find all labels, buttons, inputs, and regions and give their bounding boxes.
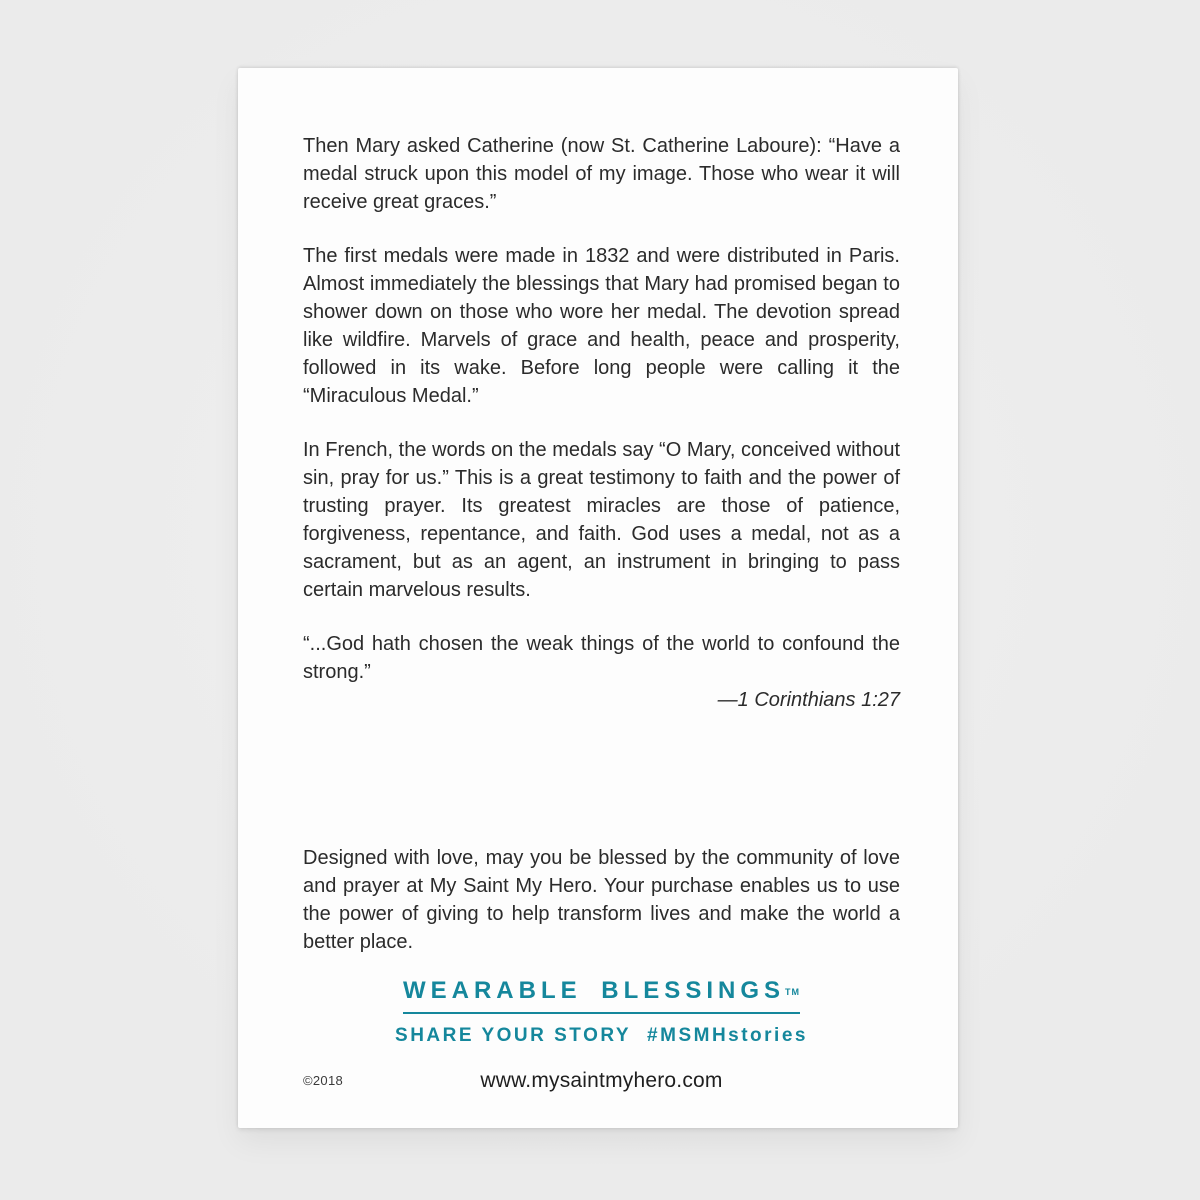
brand-wordmark-underline <box>403 978 800 1014</box>
brand-tagline <box>303 1025 900 1047</box>
paragraph-mary-request: Then Mary asked Catherine (now St. Catherine Laboure): “Have a medal struck upon this model of my image. Those who wear it will receive great graces.” <box>303 135 900 213</box>
brand-wordmark: WEARABLE BLESSINGS <box>402 977 785 1004</box>
trademark-symbol: TM <box>785 987 800 997</box>
brand-block <box>303 978 900 1047</box>
card-footer <box>303 1068 900 1094</box>
website-url: www.mysaintmyhero.com <box>480 1069 723 1092</box>
paragraph-in-french: In French, the words on the medals say “O Mary, conceived without sin, pray for us.” This is a great testimony to faith and the power of trusting prayer. Its greatest miracles are those of patience, forgiveness, repentance, and faith. God uses a medal, not as a sacrament, but as an agent, an instrument in bringing to pass certain marvelous results. <box>303 439 900 601</box>
scripture-quote: “...God hath chosen the weak things of the world to confound the strong.” <box>303 633 900 683</box>
copyright-notice: ©2018 <box>303 1073 343 1088</box>
paragraph-first-medals: The first medals were made in 1832 and were distributed in Paris. Almost immediately the blessings that Mary had promised began to shower down on those who wore her medal. The devotion spread like wildfire. Marvels of grace and health, peace and prosperity, followed in its wake. Before long people were calling it the “Miraculous Medal.” <box>303 245 900 407</box>
card-content <box>238 68 958 1094</box>
tagline-share-your-story: SHARE YOUR STORY <box>395 1025 632 1046</box>
tagline-hashtag: #MSMHstories <box>647 1025 808 1046</box>
quote-attribution: —1 Corinthians 1:27 <box>717 689 900 711</box>
card <box>238 68 958 1128</box>
closing-paragraph: Designed with love, may you be blessed by the community of love and prayer at My Saint My Hero. Your purchase enables us to use the power of giving to help transform lives and make the world a better place. <box>303 847 900 953</box>
